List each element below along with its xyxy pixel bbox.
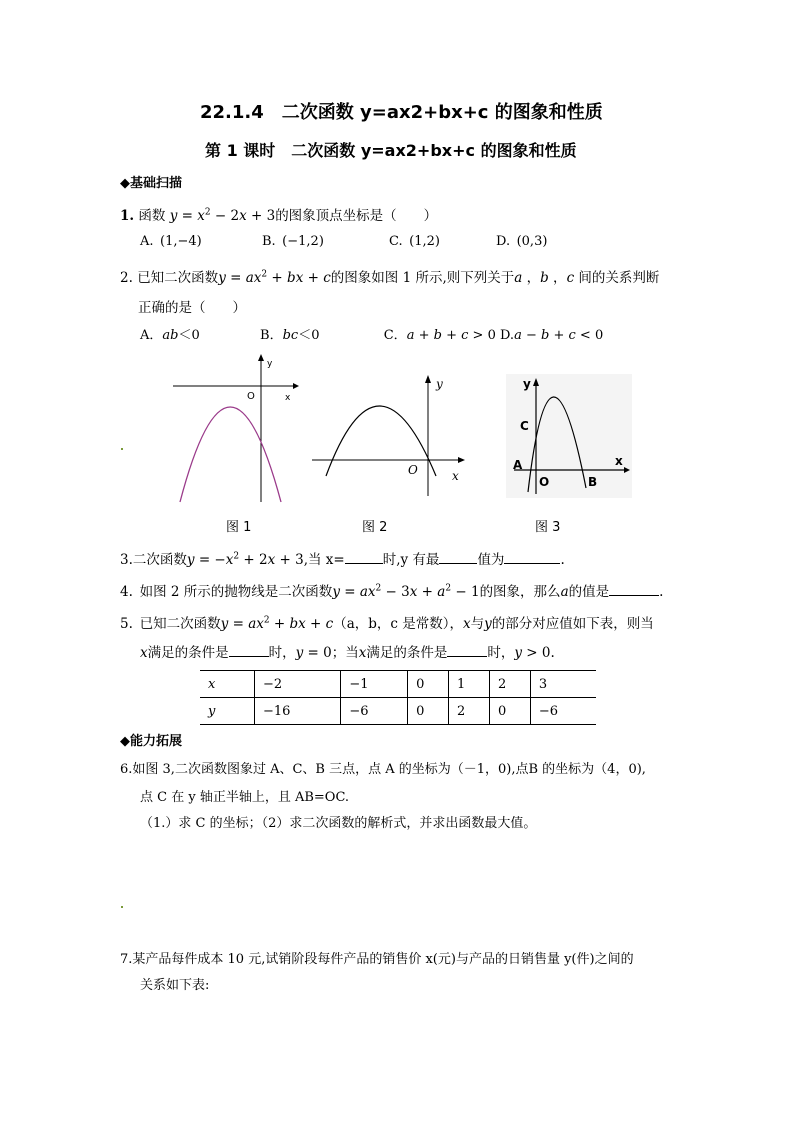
table-cell: −6 [341, 698, 408, 725]
question-6-line3: （1.）求 C 的坐标；（2）求二次函数的解析式，并求出函数最大值。 [140, 816, 537, 831]
q1-pre: 函数 [138, 208, 166, 224]
question-7-line2: 关系如下表: [140, 978, 210, 993]
q2-option-d: D. [499, 328, 515, 343]
table-cell: 0 [408, 698, 449, 725]
q5-paren: （a，b，c 是常数）， [333, 616, 464, 632]
q3-mid2: 时,y 有最 [382, 552, 440, 568]
table-cell: 2 [449, 698, 490, 725]
page-subtitle: 第 1 课时 二次函数 y=ax2+bx+c 的图象和性质 [205, 141, 577, 160]
q3-mid1: ,当 x= [303, 552, 345, 568]
artifact-dot [121, 906, 123, 908]
q2-post: 的图象如图 1 所示,则下列关于 [330, 270, 515, 286]
table-cell: 2 [489, 671, 530, 698]
q1-option-c: C. (1,2) [389, 234, 440, 249]
fig2-origin: O [408, 463, 418, 477]
question-1: 1. 函数 $y = x^2 - 2x + 3$的图象顶点坐标是（ ） [120, 207, 438, 224]
table-cell: 1 [449, 671, 490, 698]
q3-end: . [560, 552, 565, 568]
figure-3 [506, 374, 632, 498]
figure-1 [165, 352, 300, 504]
table-cell: −2 [255, 671, 341, 698]
q5-line2-d: 满足的条件是 [366, 645, 448, 661]
table-cell: −1 [341, 671, 408, 698]
q5-line2-f: . [550, 645, 555, 661]
q4-mid: 的图象，那么 [479, 584, 561, 600]
question-6-line1: 6.如图 3,二次函数图象过 A、C、B 三点，点 A 的坐标为（－1，0),点B 的坐标为（4，0), [120, 762, 646, 777]
fig1-origin: O [247, 391, 255, 402]
question-2-line2: 正确的是（ ） [138, 300, 246, 316]
q2-option-a: A． [140, 328, 163, 343]
figure-2 [308, 372, 468, 500]
q2-number: 2. [120, 270, 133, 286]
q5-line2-b: 时， [268, 645, 296, 661]
fig3-x-label: x [615, 454, 623, 468]
fig3-point-c: C [520, 419, 529, 433]
q4-end: . [659, 584, 664, 600]
table-cell: 3 [530, 671, 596, 698]
q2-option-b: B． [260, 328, 283, 343]
table-x-label: x [208, 676, 216, 692]
table-y-label: y [208, 703, 216, 719]
question-5-line1: 5. 已知二次函数$y = ax^2$ + bx + c（a，b，c 是常数），x与y的部分对应值如下表，则当 [120, 615, 654, 632]
fig3-point-b: B [588, 475, 598, 489]
q1-number: 1. [120, 208, 135, 224]
table-cell: −16 [255, 698, 341, 725]
fig3-caption: 图 3 [535, 520, 561, 535]
q2-tail: 间的关系判断 [578, 270, 660, 286]
fig3-y-label: y [523, 377, 531, 391]
fig3-point-a: A [513, 458, 523, 472]
q4-post: 的值是 [568, 584, 610, 600]
q5-line2-a: 满足的条件是 [147, 645, 229, 661]
table-cell: 0 [408, 671, 449, 698]
q3-pre: 3.二次函数 [120, 552, 187, 568]
q5-line2-c: ；当 [331, 645, 359, 661]
q5-line2-e: 时， [487, 645, 515, 661]
question-5-line2: x满足的条件是 时，y = 0；当x满足的条件是 时，y > 0. [140, 645, 555, 661]
section-extension: ◆能力拓展 [120, 734, 182, 749]
page-title: 22.1.4 二次函数 y=ax2+bx+c 的图象和性质 [200, 102, 603, 123]
q1-option-d: D. (0,3) [496, 234, 548, 249]
fig3-origin: O [539, 475, 550, 489]
q3-mid3: 值为 [477, 552, 505, 568]
question-3: 3.二次函数$y = -x^2 + 2x + 3$,当 x= 时,y 有最 值为 . [120, 551, 565, 568]
question-6-line2: 点 C 在 y 轴正半轴上，且 AB=OC. [140, 790, 350, 805]
fig1-y-label: y [267, 359, 273, 369]
table-row [200, 698, 596, 725]
fig2-x-label: x [452, 469, 459, 483]
question-4: 4. 如图 2 所示的抛物线是二次函数$y = ax^2 - 3x + a^2 - 1$的图象，那么a的值是 . [120, 583, 664, 600]
q5-tail: 与 [470, 616, 485, 632]
question-7-line1: 7.某产品每件成本 10 元,试销阶段每件产品的销售价 x(元)与产品的日销售量 y(件)之间的 [120, 952, 634, 967]
q5-pre: 5. 已知二次函数 [120, 616, 221, 632]
section-basic: ◆基础扫描 [120, 176, 182, 191]
q1-post: 的图象顶点坐标是（ ） [275, 208, 438, 224]
table-row [200, 671, 596, 698]
fig2-y-label: y [436, 377, 443, 391]
question-2-line1: 2. 已知二次函数$y = ax^2$ + bx + c的图象如图 1 所示,则下列关于a ，b ，c 间的关系判断 [120, 269, 660, 286]
table-cell: 0 [489, 698, 530, 725]
artifact-dot [121, 448, 123, 450]
table-cell: −6 [530, 698, 596, 725]
q2-pre: 已知二次函数 [137, 270, 219, 286]
fig1-caption: 图 1 [226, 520, 252, 535]
fig1-x-label: x [285, 393, 291, 403]
fig2-caption: 图 2 [362, 520, 388, 535]
q5-tail2: 的部分对应值如下表，则当 [491, 616, 654, 632]
q2-options: A．ab＜0 B．bc＜0 C．a + b + c > 0 D.a − b + c < 0 [140, 328, 604, 343]
q1-option-a: A. (1,−4) [140, 234, 202, 249]
q1-option-b: B. (−1,2) [262, 234, 324, 249]
q4-pre: 4. 如图 2 所示的抛物线是二次函数 [120, 584, 333, 600]
q5-value-table [200, 670, 596, 725]
